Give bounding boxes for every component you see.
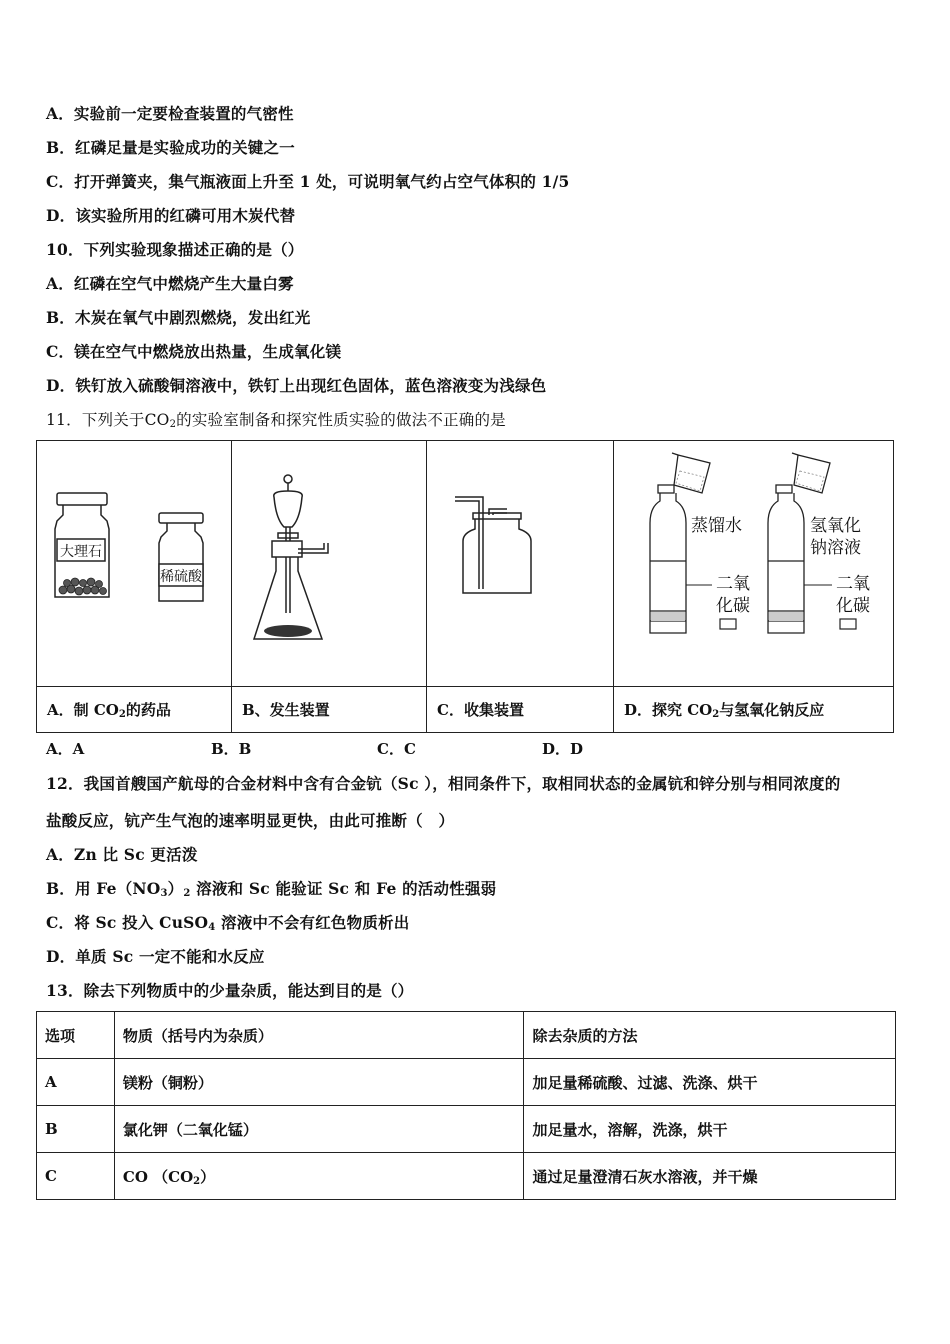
q10-option-a: A．红磷在空气中燃烧产生大量白雾: [46, 274, 294, 293]
q10-stem: 10．下列实验现象描述正确的是（）: [46, 240, 304, 259]
q9-option-d: D．该实验所用的红磷可用木炭代替: [46, 206, 296, 225]
acid-label: 稀硫酸: [160, 569, 202, 585]
marble-pieces-icon: [264, 625, 312, 637]
row-substance: 镁粉（铜粉）: [114, 1059, 524, 1106]
marble-chunks-icon: [59, 578, 107, 595]
table-row: [37, 1059, 896, 1106]
acid-bottle-icon: [159, 513, 203, 601]
table-row: [37, 1106, 896, 1153]
q12-stem-line2: 盐酸反应，钪产生气泡的速率明显更快，由此可推断（ ）: [46, 811, 455, 830]
q13-table: [36, 1011, 896, 1200]
q11-choice-d: D．D: [542, 740, 584, 758]
q12-option-d: D．单质 Sc 一定不能和水反应: [46, 947, 265, 966]
q12-option-a: A．Zn 比 Sc 更活泼: [46, 845, 198, 864]
q11-choice-a: A．A: [46, 740, 85, 758]
figure-a-reagents: [37, 441, 232, 686]
co2-right-label-1: 二氧: [836, 574, 870, 594]
q10-option-d: D．铁钉放入硫酸铜溶液中，铁钉上出现红色固体，蓝色溶液变为浅绿色: [46, 376, 547, 395]
q9-option-c: C．打开弹簧夹，集气瓶液面上升至 1 处，可说明氧气约占空气体积的 1/5: [46, 172, 570, 191]
q11-figure-table: [36, 440, 894, 733]
row-option: A: [37, 1059, 115, 1106]
q11-stem: 11．下列关于$CO_2$的实验室制备和探究性质实验的做法不正确的是: [46, 411, 506, 430]
caption-a: A．制 $CO_2$的药品: [37, 686, 232, 733]
header-substance: 物质（括号内为杂质）: [114, 1012, 524, 1059]
q11-choice-c: C．C: [377, 740, 416, 758]
header-method: 除去杂质的方法: [524, 1012, 896, 1059]
q9-option-b: B．红磷足量是实验成功的关键之一: [46, 138, 295, 157]
co2-left-label-2: 化碳: [716, 596, 750, 616]
q10-option-b: B．木炭在氧气中剧烈燃烧，发出红光: [46, 308, 311, 327]
caption-c: C．收集装置: [427, 686, 614, 733]
co2-left-label-1: 二氧: [716, 574, 750, 594]
q9-option-a: A．实验前一定要检查装置的气密性: [46, 104, 294, 123]
caption-d: D．探究 $CO_2$与氢氧化钠反应: [614, 686, 894, 733]
row-substance: 氯化钾（二氧化锰）: [114, 1106, 524, 1153]
naoh-label-1: 氢氧化: [810, 516, 861, 536]
q13-stem: 13．除去下列物质中的少量杂质，能达到目的是（）: [46, 981, 414, 1000]
caption-b: B、发生装置: [232, 686, 427, 733]
q12-stem-line1: 12．我国首艘国产航母的合金材料中含有合金钪（Sc ），相同条件下，取相同状态的金属钪和锌分别与相同浓度的: [46, 774, 841, 793]
cap-left-icon: [720, 619, 736, 629]
cap-right-icon: [840, 619, 856, 629]
distilled-water-label: 蒸馏水: [691, 516, 742, 536]
plastic-bottle-right-icon: [768, 485, 804, 633]
row-method: 加足量稀硫酸、过滤、洗涤、烘干: [524, 1059, 896, 1106]
row-option: B: [37, 1106, 115, 1153]
table-header-row: [37, 1012, 896, 1059]
row-method: 加足量水，溶解，洗涤，烘干: [524, 1106, 896, 1153]
conical-flask-icon: [254, 541, 328, 639]
figure-c-collector: [427, 441, 614, 686]
naoh-label-2: 钠溶液: [810, 538, 861, 558]
row-method: 通过足量澄清石灰水溶液，并干燥: [524, 1153, 896, 1200]
figure-b-generator: [232, 441, 427, 686]
beaker-right-icon: [792, 453, 830, 493]
q11-choice-b: B．B: [211, 740, 252, 758]
gas-bottle-icon: [455, 497, 531, 593]
co2-right-label-2: 化碳: [836, 596, 870, 616]
row-option: C: [37, 1153, 115, 1200]
beaker-left-icon: [672, 453, 710, 493]
marble-label: 大理石: [60, 544, 102, 560]
q10-option-c: C．镁在空气中燃烧放出热量，生成氧化镁: [46, 342, 342, 361]
q12-option-c: C．将 Sc 投入 CuSO$_4$ 溶液中不会有红色物质析出: [46, 913, 410, 933]
figure-d-bottles: [614, 441, 894, 686]
q12-option-b: B．用 $Fe(NO_3)_2$ 溶液和 Sc 能验证 Sc 和 Fe 的活动性强弱: [46, 879, 497, 899]
plastic-bottle-left-icon: [650, 485, 686, 633]
table-row: [37, 1153, 896, 1200]
separatory-funnel-icon: [274, 475, 302, 541]
header-option: 选项: [37, 1012, 115, 1059]
row-substance: CO $(CO_2)$: [114, 1153, 524, 1200]
